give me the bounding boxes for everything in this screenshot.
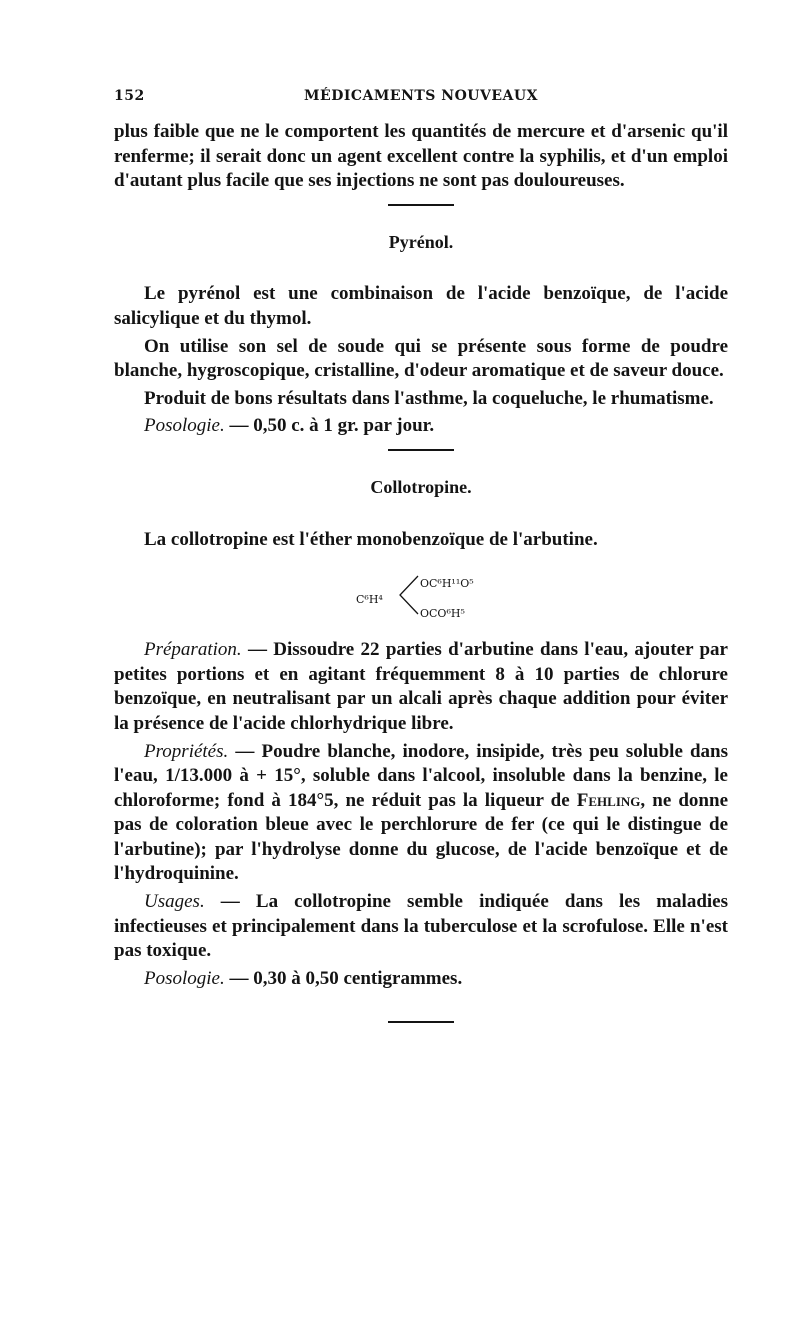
- end-divider: [388, 1021, 454, 1023]
- collotropine-posologie: [114, 967, 728, 992]
- running-title: MÉDICAMENTS NOUVEAUX: [304, 88, 538, 104]
- preparation-paragraph: [114, 638, 728, 736]
- usages-label: Usages.: [144, 891, 205, 913]
- pyrenol-paragraph-3: Produit de bons résultats dans l'asthme, la coqueluche, le rhumatisme.: [144, 387, 714, 409]
- posologie-label: Posologie.: [144, 415, 225, 437]
- proprietes-name: Fehling: [576, 789, 641, 811]
- pyrenol-paragraph-2: On utilise son sel de soude qui se présente sous forme de poudre blanche, hygroscopique, cristalline, d'odeur aromatique et de saveur douce.: [114, 335, 728, 382]
- page-number: 152: [114, 88, 145, 104]
- formula-bottom: OCO⁶H⁵: [420, 607, 465, 621]
- usages-paragraph: [114, 890, 728, 964]
- pyrenol-paragraph-1: Le pyrénol est une combinaison de l'acide benzoïque, de l'acide salicylique et du thymol.: [114, 283, 728, 329]
- collotropine-intro: La collotropine est l'éther monobenzoïque de l'arbutine.: [144, 528, 598, 550]
- section-title-collotropine: Collotropine.: [370, 476, 472, 497]
- proprietes-text-1: — Poudre blanche, inodore, insipide, très peu soluble dans l'eau, 1/13.000 à + 15°, soluble dans l'alcool, insoluble dans la benzine, le chloroforme; fond à 184°5, ne réduit pas la liqueur de: [114, 740, 728, 811]
- section-title-pyrenol: Pyrénol.: [388, 231, 454, 252]
- preparation-text: — Dissoudre 22 parties d'arbutine dans l'eau, ajouter par petites portions et en agitant fréquemment 8 à 10 parties de chlorure benzoïque, en neutralisant par un alcali après chaque addition pour éviter la présence de l'acide chlorhydrique libre.: [114, 639, 728, 734]
- posologie-text: — 0,30 à 0,50 centigrammes.: [224, 967, 463, 989]
- chemical-formula: [356, 568, 556, 624]
- proprietes-text-2: , ne donne pas de coloration bleue avec le perchlorure de fer (ce qui le distingue de l'arbutine); par l'hydrolyse donne du glucose, de l'acide benzoïque et de l'hydroquinine.: [114, 789, 728, 885]
- pyrenol-posologie: [114, 414, 728, 439]
- posologie-text: — 0,50 c. à 1 gr. par jour.: [224, 415, 435, 437]
- formula-top: OC⁶H¹¹O⁵: [420, 577, 474, 591]
- page-content: [114, 120, 728, 1047]
- section-divider: [388, 449, 454, 451]
- usages-text: — La collotropine semble indiquée dans les maladies infectieuses et principalement dans la tuberculose et la scrofulose. Elle n'est pas toxique.: [114, 891, 728, 962]
- posologie-label: Posologie.: [144, 967, 225, 989]
- formula-base: C⁶H⁴: [356, 593, 383, 607]
- proprietes-label: Propriétés.: [144, 740, 229, 762]
- proprietes-paragraph: [114, 740, 728, 888]
- page-header: [114, 88, 728, 110]
- preparation-label: Préparation.: [144, 639, 242, 661]
- section-divider: [388, 204, 454, 206]
- intro-paragraph: plus faible que ne le comportent les quantités de mercure et d'arsenic qu'il renferme; il serait donc un agent excellent contre la syphilis, et d'un emploi d'autant plus facile que ses injections ne sont pas douloureuses.: [114, 121, 728, 192]
- formula-bracket-icon: [396, 572, 422, 618]
